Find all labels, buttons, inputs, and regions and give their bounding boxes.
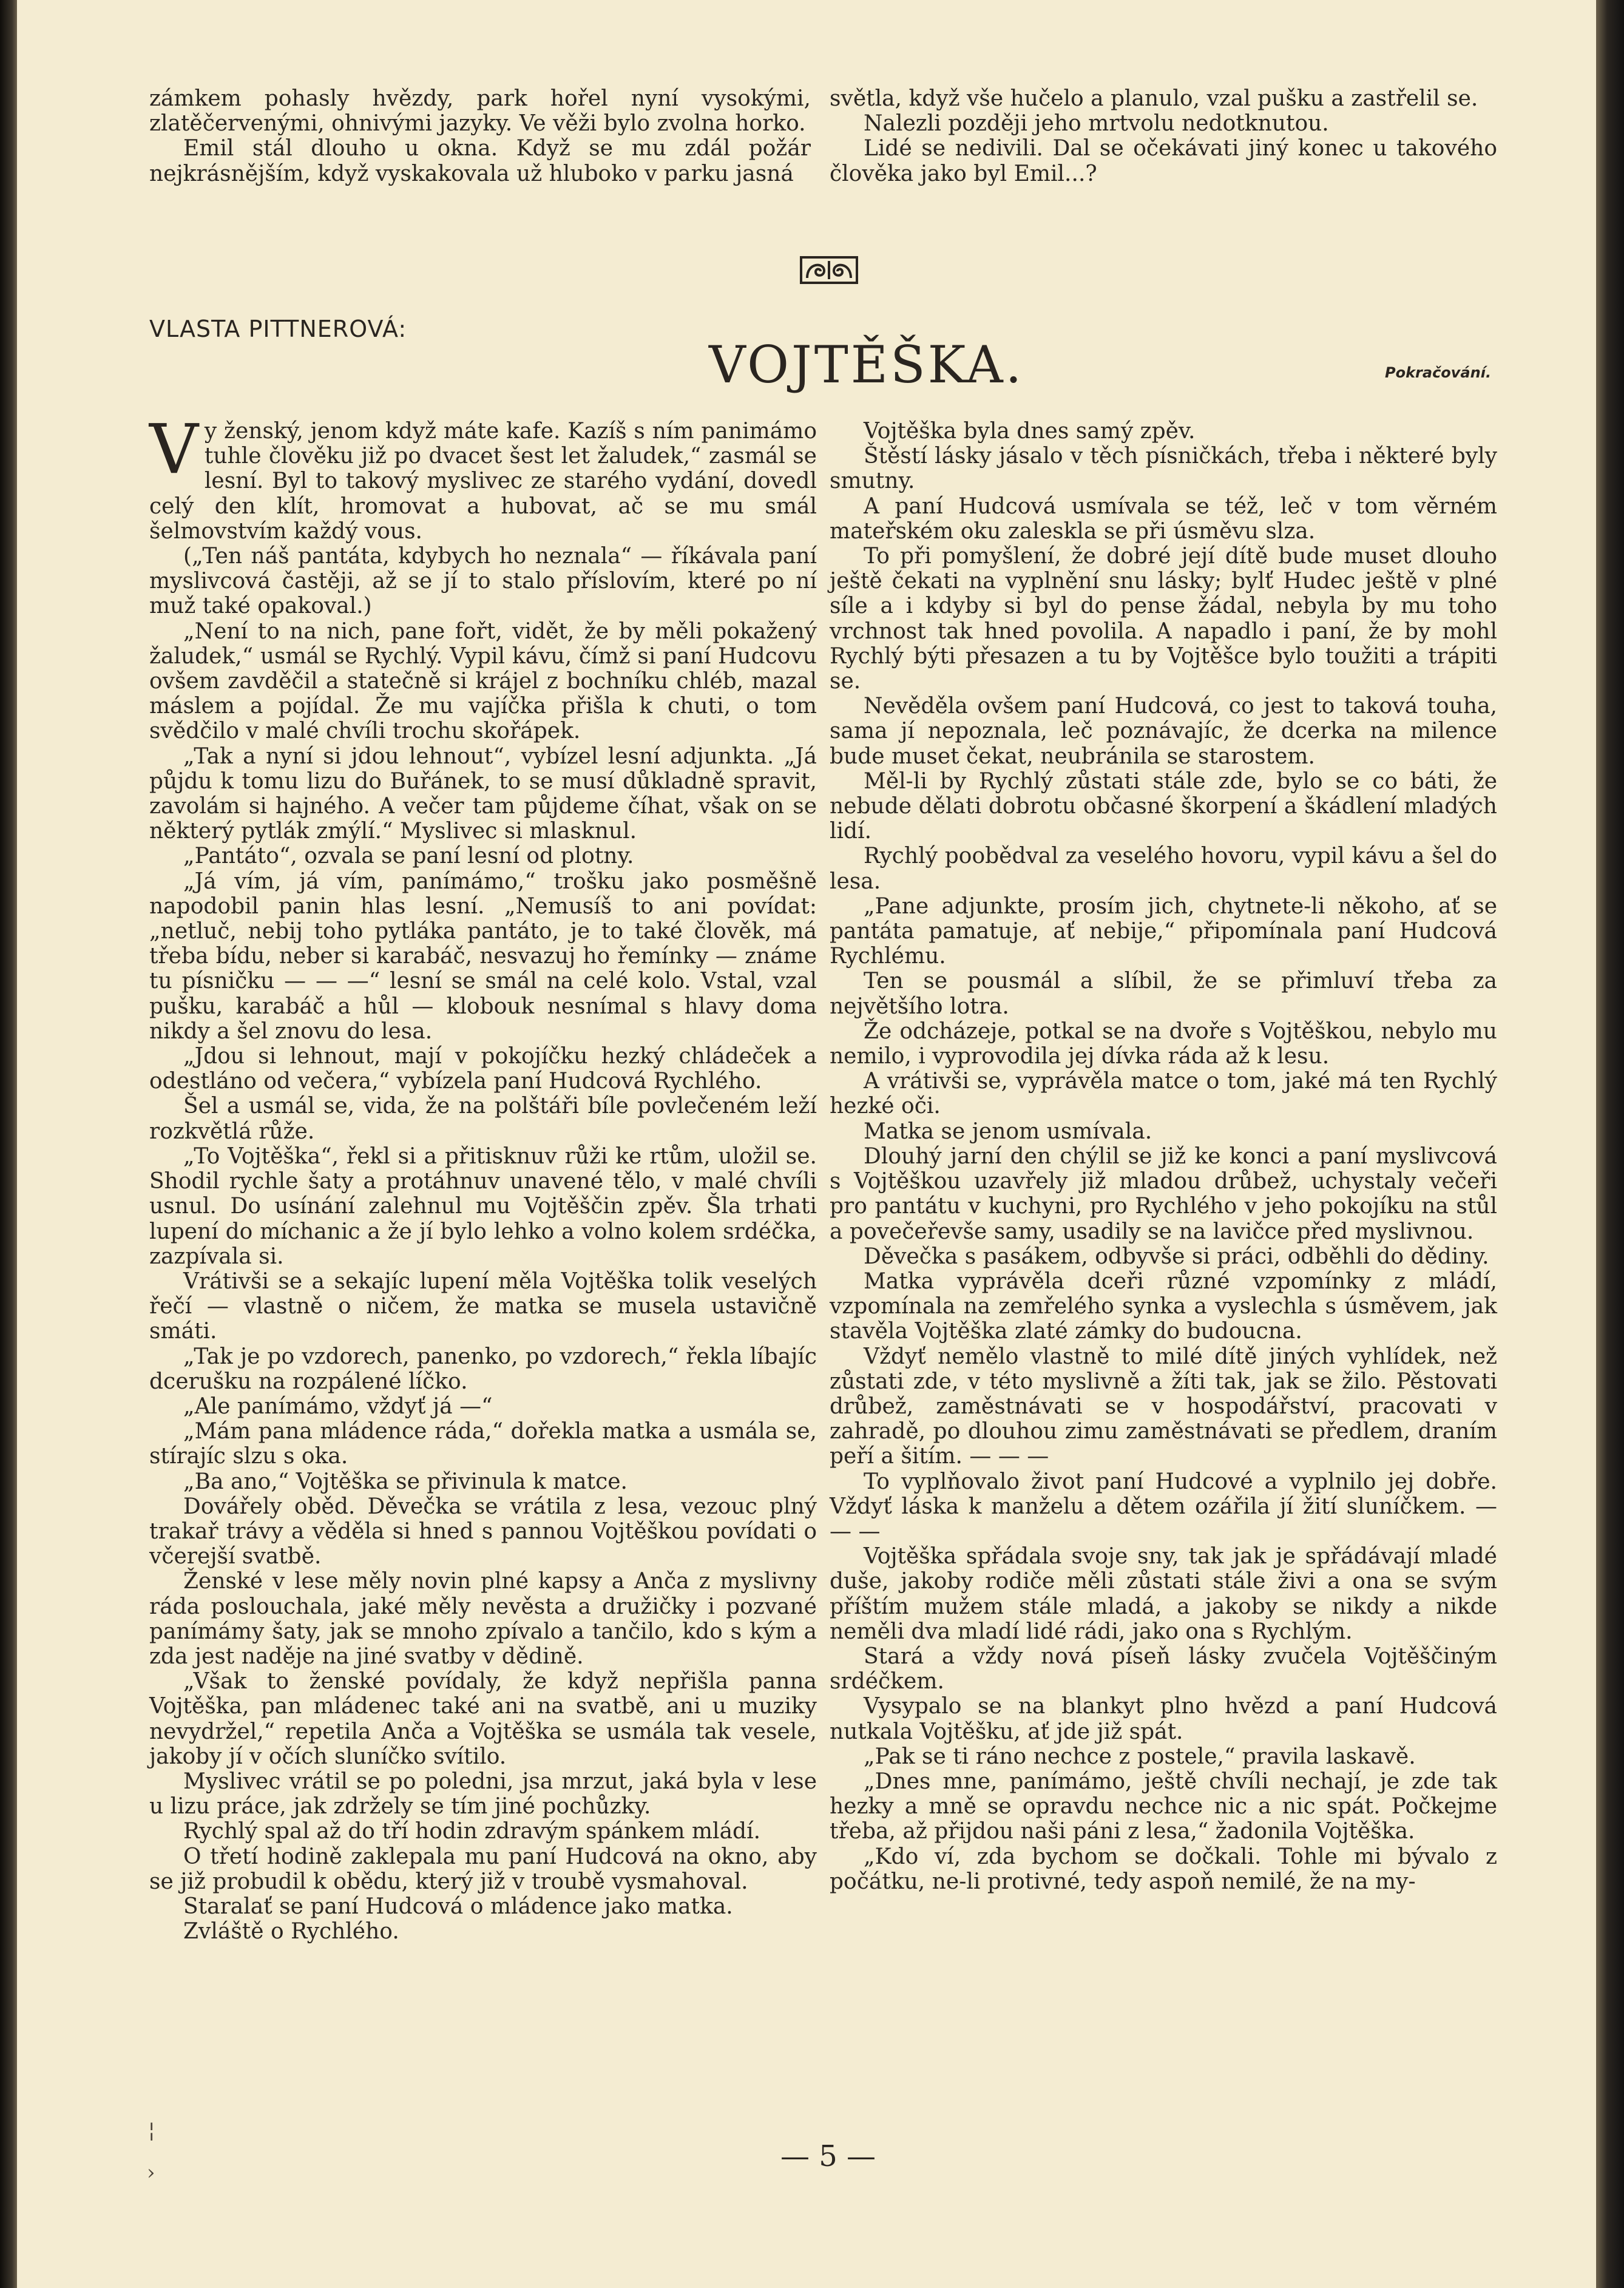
drop-cap: V bbox=[149, 410, 198, 489]
continued-label: Pokračování. bbox=[1385, 364, 1492, 381]
paragraph: Ženské v lese měly novin plné kapsy a Anča z myslivny ráda poslouchala, jaké měly nevěsta a družičky i pozvané panímámy šaty, jak se mnoho zpívalo a tančilo, kdo s kým a zda jest naděje na jiné svatby v dědině. bbox=[149, 1569, 817, 1669]
story-column-right bbox=[830, 419, 1497, 1894]
paragraph: Nevěděla ovšem paní Hudcová, co jest to taková touha, sama jí nepoznala, leč poznávajíc, že dcerka na milence bude muset čekat, neubránila se starostem. bbox=[830, 694, 1497, 769]
paragraph: Vždyť nemělo vlastně to milé dítě jiných vyhlídek, než zůstati zde, v této myslivně a žíti tak, jak se žilo. Pěstovati drůbež, zaměstnávati se v hospodářství, pracovati v zahradě, po dlouhou zimu zaměstnávati se předlem, draním peří a šitím. — — — bbox=[830, 1344, 1497, 1469]
page-number: — 5 — bbox=[780, 2139, 876, 2173]
paragraph: „Ba ano,“ Vojtěška se přivinula k matce. bbox=[183, 1469, 628, 1494]
paragraph: Vojtěška spřádala svoje sny, tak jak je spřádávají mladé duše, jakoby rodiče měli zůstati stále živi a ona se svým příštím mužem stále mladá, a jakoby se nikdy a nikde neměli dva mladí lidé rádi, jako ona s Rychlým. bbox=[830, 1544, 1497, 1644]
paragraph: „Pantáto“, ozvala se paní lesní od plotny. bbox=[183, 844, 634, 869]
paragraph: To při pomyšlení, že dobré její dítě bude muset dlouho ještě čekati na vyplnění snu lásky; bylť Hudec ještě v plné síle a i kdyby si byl do pense žádal, nebyla by mu toho vrchnost tak hned povolila. A napadlo i paní, že by mohl Rychlý býti přesazen a tu by Vojtěšce bylo toužiti a trápiti se. bbox=[830, 544, 1497, 694]
paragraph: „Tak a nyní si jdou lehnout“, vybízel lesní adjunkta. „Já půjdu k tomu lizu do Buřánek, to se musí důkladně spravit, zavolám si hajného. A večer tam půjdeme číhat, však on se některý pytlák zmýlí.“ Myslivec si mlasknul. bbox=[149, 743, 817, 844]
paragraph: Šel a usmál se, vida, že na polštáři bíle povlečeném leží rozkvětlá růže. bbox=[149, 1094, 817, 1144]
paragraph: „Ale panímámo, vždyť já —“ bbox=[183, 1393, 493, 1419]
paragraph: „Není to na nich, pane fořt, vidět, že by měli pokažený žaludek,“ usmál se Rychlý. Vypil kávu, čímž si paní Hudcovu ovšem zavděčil a statečně si krájel z bochníku chléb, mazal máslem a pojídal. Že mu vajíčka přišla k chuti, o tom svědčilo v malé chvíli trochu skořápek. bbox=[149, 618, 817, 744]
paragraph: Dovářely oběd. Děvečka se vrátila z lesa, vezouc plný trakař trávy a věděla si hned s pannou Vojtěškou povídati o včerejší svatbě. bbox=[149, 1494, 817, 1569]
paragraph: „Však to ženské povídaly, že když nepřišla panna Vojtěška, pan mládenec také ani na svatbě, ani u muziky nevydržel,“ repetila Anča a Vojtěška se usmála tak vesele, jakoby jí v očích sluníčko svítilo. bbox=[149, 1669, 817, 1769]
paragraph: „Pane adjunkte, prosím jich, chytnete-li někoho, ať se pantáta pamatuje, ať nebije,“ připomínala paní Hudcová Rychlému. bbox=[830, 893, 1497, 969]
paragraph: Že odcházeje, potkal se na dvoře s Vojtěškou, nebylo mu nemilo, i vyprovodila jej dívka ráda až k lesu. bbox=[830, 1018, 1497, 1069]
story-title: VOJTĚŠKA. bbox=[709, 335, 1024, 394]
binding-edge bbox=[0, 0, 17, 2288]
paragraph: A vrátivši se, vyprávěla matce o tom, jaké má ten Rychlý hezké oči. bbox=[830, 1069, 1497, 1119]
paragraph: Lidé se nedivili. Dal se očekávati jiný konec u takového člověka jako byl Emil...? bbox=[830, 136, 1497, 186]
paragraph: Vysypalo se na blankyt plno hvězd a paní Hudcová nutkala Vojtěšku, ať jde již spát. bbox=[830, 1694, 1497, 1744]
paragraph: („Ten náš pantáta, kdybych ho neznala“ — říkávala paní myslivcová častěji, až se jí to stalo příslovím, které po ní muž také opakoval.) bbox=[149, 544, 817, 619]
paragraph: Staralať se paní Hudcová o mládence jako matka. bbox=[183, 1894, 733, 1919]
paragraph: Vrátivši se a sekajíc lupení měla Vojtěška tolik veselých řečí — vlastně o ničem, že matka se musela ustavičně smáti. bbox=[149, 1268, 817, 1344]
paragraph: Emil stál dlouho u okna. Když se mu zdál požár nejkrásnějším, když vyskakovala už hluboko v parku jasná bbox=[149, 136, 811, 186]
story-column-left bbox=[149, 410, 817, 1944]
paragraph: „Já vím, já vím, panímámo,“ trošku jako posměšně napodobil panin hlas lesní. „Nemusíš to ani povídat: „netluč, nebij toho pytláka pantáto, je to také člověk, má třeba bídu, neber si karabáč, nesvazuj ho řemínky — známe tu písničku — — —“ lesní se smál na celé kolo. Vstal, vzal pušku, karabáč a hůl — klobouk nesnímal s hlavy doma nikdy a šel znovu do lesa. bbox=[149, 868, 817, 1044]
previous-story-end-right bbox=[830, 86, 1497, 186]
paragraph: Ten se pousmál a slíbil, že se přimluví třeba za největšího lotra. bbox=[830, 969, 1497, 1019]
paragraph: „Dnes mne, panímámo, ještě chvíli nechají, je zde tak hezky a mně se opravdu nechce nic a nic spát. Počkejme třeba, až přijdou naši páni z lesa,“ žadonila Vojtěška. bbox=[830, 1768, 1497, 1844]
paragraph: Matka se jenom usmívala. bbox=[864, 1119, 1152, 1144]
paragraph: Matka vyprávěla dceři různé vzpomínky z mládí, vzpomínala na zemřelého synka a vyslechla s úsměvem, jak stavěla Vojtěška zlaté zámky do budoucna. bbox=[830, 1268, 1497, 1344]
paragraph: Stará a vždy nová píseň lásky zvučela Vojtěščiným srdéčkem. bbox=[830, 1643, 1497, 1694]
paragraph: O třetí hodině zaklepala mu paní Hudcová na okno, aby se již probudil k obědu, který již v troubě vysmahoval. bbox=[149, 1844, 817, 1894]
paragraph: Rychlý poobědval za veselého hovoru, vypil kávu a šel do lesa. bbox=[830, 844, 1497, 894]
paragraph: Štěstí lásky jásalo v těch písničkách, třeba i některé byly smutny. bbox=[830, 444, 1497, 494]
paragraph: A paní Hudcová usmívala se též, leč v tom věrném mateřském oku zaleskla se při úsměvu slza. bbox=[830, 493, 1497, 544]
paragraph: To vyplňovalo život paní Hudcové a vyplnilo jej dobře. Vždyť láska k manželu a dětem ozářila jí žití sluníčkem. — — — bbox=[830, 1469, 1497, 1544]
author-name: VLASTA PITTNEROVÁ: bbox=[149, 316, 407, 342]
paragraph: „Tak je po vzdorech, panenko, po vzdorech,“ řekla líbajíc dcerušku na rozpálené líčko. bbox=[149, 1344, 817, 1394]
paragraph: „To Vojtěška“, řekl si a přitisknuv růži ke rtům, uložil se. Shodil rychle šaty a protáhnuv unavené tělo, v malé chvíli usnul. Do usínání zalehnul mu Vojtěščin zpěv. Šla trhati lupení do míchanic a že jí bylo lehko a volno kolem srdéčka, zazpívala si. bbox=[149, 1143, 817, 1269]
paragraph: zámkem pohasly hvězdy, park hořel nyní vysokými, zlatěčervenými, ohnivými jazyky. Ve věži bylo zvolna horko. bbox=[149, 86, 811, 137]
paragraph: „Mám pana mládence ráda,“ dořekla matka a usmála se, stírajíc slzu s oka. bbox=[149, 1419, 817, 1469]
paragraph-text: y ženský, jenom když máte kafe. Kazíš s ním panimámo tuhle člověku již po dvacet šest let žaludek,“ zasmál se lesní. Byl to takový myslivec ze starého vydání, dovedl celý den klít, hromovat a hubovat, ač se mu smál šelmovstvím každý vous. bbox=[149, 419, 817, 544]
paragraph: Rychlý spal až do tří hodin zdravým spánkem mládí. bbox=[183, 1819, 761, 1844]
paragraph: Děvečka s pasákem, odbyvše si práci, odběhli do dědiny. bbox=[864, 1244, 1489, 1269]
margin-mark: › bbox=[147, 2161, 155, 2185]
paragraph: „Pak se ti ráno nechce z postele,“ pravila laskavě. bbox=[864, 1744, 1416, 1769]
paragraph: „Kdo ví, zda bychom se dočkali. Tohle mi bývalo z počátku, ne-li protivné, tedy aspoň nemilé, že na my- bbox=[830, 1844, 1497, 1894]
ornament-icon bbox=[800, 255, 858, 285]
margin-mark: ¦ bbox=[148, 2118, 155, 2142]
paragraph: Měl-li by Rychlý zůstati stále zde, bylo se co báti, že nebude dělati dobrotu občasné škorpení a škádlení mladých lidí. bbox=[830, 768, 1497, 844]
page-edge-shadow bbox=[1596, 0, 1624, 2288]
page bbox=[17, 0, 1596, 2288]
paragraph: světla, když vše hučelo a planulo, vzal pušku a zastřelil se. bbox=[830, 86, 1478, 111]
paragraph: Dlouhý jarní den chýlil se již ke konci a paní myslivcová s Vojtěškou uzavřely již mladou drůbež, uchystaly večeři pro pantátu v kuchyni, pro Rychlého v jeho pokojíku na stůl a povečeřevše samy, usadily se na lavičce před myslivnou. bbox=[830, 1143, 1497, 1244]
paragraph bbox=[149, 410, 817, 544]
paragraph: Nalezli později jeho mrtvolu nedotknutou. bbox=[864, 111, 1329, 137]
paragraph: Myslivec vrátil se po poledni, jsa mrzut, jaká byla v lese u lizu práce, jak zdržely se tím jiné pochůzky. bbox=[149, 1768, 817, 1819]
paragraph: Vojtěška byla dnes samý zpěv. bbox=[864, 419, 1196, 444]
paragraph: „Jdou si lehnout, mají v pokojíčku hezký chládeček a odestláno od večera,“ vybízela paní Hudcová Rychlého. bbox=[149, 1044, 817, 1094]
previous-story-end-left bbox=[149, 86, 811, 186]
paragraph: Zvláště o Rychlého. bbox=[183, 1919, 399, 1944]
